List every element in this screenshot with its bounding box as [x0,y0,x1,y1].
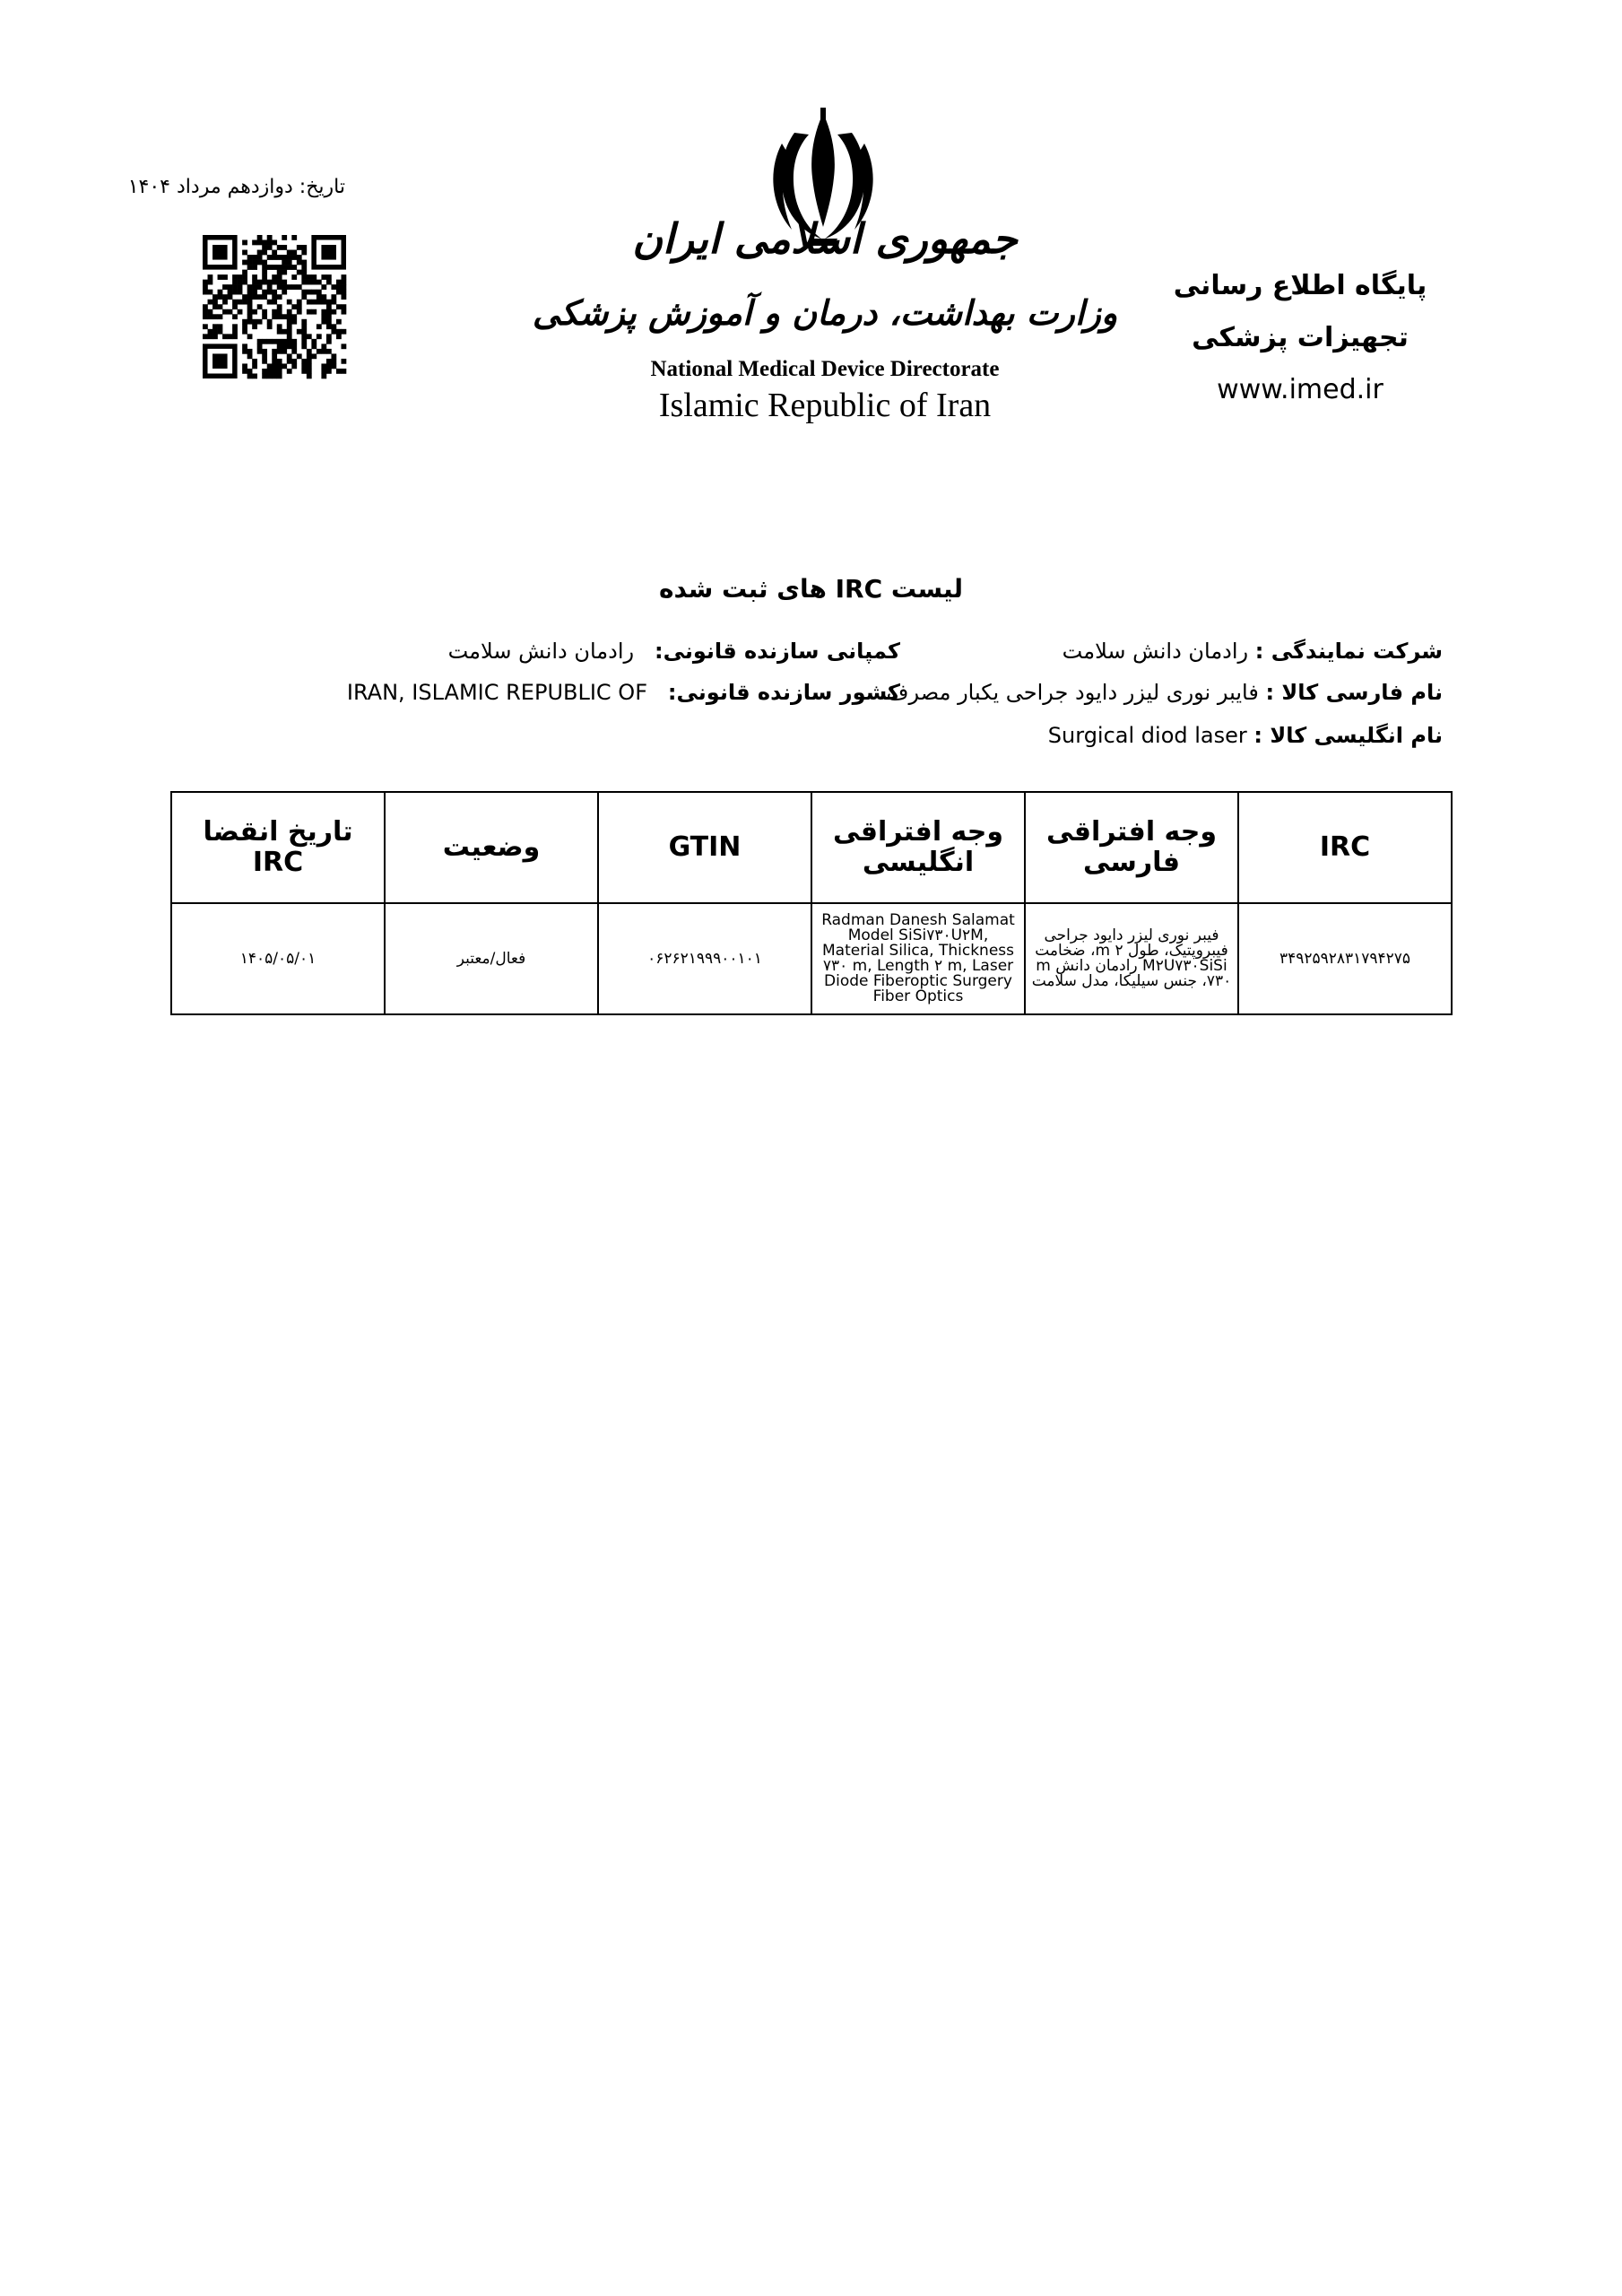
calligraphy-line1: جمهوری اسلامی ایران [632,214,1018,263]
issue-date: تاریخ: دوازدهم مرداد ۱۴۰۴ [127,176,345,198]
republic-title: Islamic Republic of Iran [658,387,992,424]
portal-info [1166,260,1435,416]
legal-manufacturer-value: رادمان دانش سلامت [447,639,635,664]
qr-code [203,235,346,378]
portal-line1: پایگاه اطلاع رسانی [1173,270,1427,301]
cell-persian-variant: فیبر نوری لیزر دایود جراحی فیبروپتیک، طول m ۲، ضخامت M۲U۷۳۰SiSi رادمان دانش m ۷۳۰، جنس سیلیکا، مدل سلامت [1025,903,1238,1014]
cell-status: فعال/معتبر [385,903,598,1014]
manufacturer-country-label: کشور سازنده قانونی: [667,680,900,705]
manufacturer-country-value: IRAN, ISLAMIC REPUBLIC OF [346,680,647,705]
manufacturer-country-field [347,680,900,705]
english-name-field [1048,723,1443,748]
english-name-value: Surgical diod laser [1047,723,1247,748]
document-title: لیست IRC های ثبت شده [658,574,963,604]
rep-company-label: شرکت نمایندگی : [1254,639,1443,664]
legal-manufacturer-label: کمپانی سازنده قانونی: [654,639,900,664]
portal-line2: تجهیزات پزشکی [1192,322,1409,353]
cell-expiry: ۱۴۰۵/۰۵/۰۱ [171,903,385,1014]
header-expiry: تاریخ انقضا IRC [171,792,385,903]
directorate-title: National Medical Device Directorate [650,357,1000,381]
english-name-label: نام انگلیسی کالا : [1253,723,1443,748]
persian-name-label: نام فارسی کالا : [1265,680,1443,705]
persian-name-field [887,680,1443,705]
qr-code-graphic [203,235,346,378]
rep-company-field [1063,639,1443,664]
rep-company-value: رادمان دانش سلامت [1062,639,1249,664]
header-gtin: GTIN [598,792,811,903]
table-header-row [171,792,1452,903]
header-persian-variant: وجه افتراقی فارسی [1025,792,1238,903]
portal-url[interactable]: www.imed.ir [1217,374,1383,405]
header-english-variant: وجه افتراقی انگلیسی [811,792,1025,903]
calligraphy-line2: وزارت بهداشت، درمان و آموزش پزشکی [532,292,1118,333]
cell-gtin: ۰۶۲۶۲۱۹۹۹۰۰۱۰۱ [598,903,811,1014]
persian-name-value: فایبر نوری لیزر دایود جراحی یکبار مصرف [886,680,1259,705]
cell-irc: ۳۴۹۲۵۹۲۸۳۱۷۹۴۲۷۵ [1238,903,1452,1014]
header-status: وضعیت [385,792,598,903]
cell-english-variant: Radman Danesh Salamat Model SiSi۷۳۰U۲M, Material Silica, Thickness ۷۳۰ m, Length ۲ m, Laser Diode Fiberoptic Surgery Fiber Optics [811,903,1025,1014]
table-row [171,903,1452,1014]
irc-table [170,791,1453,1015]
header-irc: IRC [1238,792,1452,903]
legal-manufacturer-field [448,639,900,664]
ministry-calligraphy [532,214,1118,341]
